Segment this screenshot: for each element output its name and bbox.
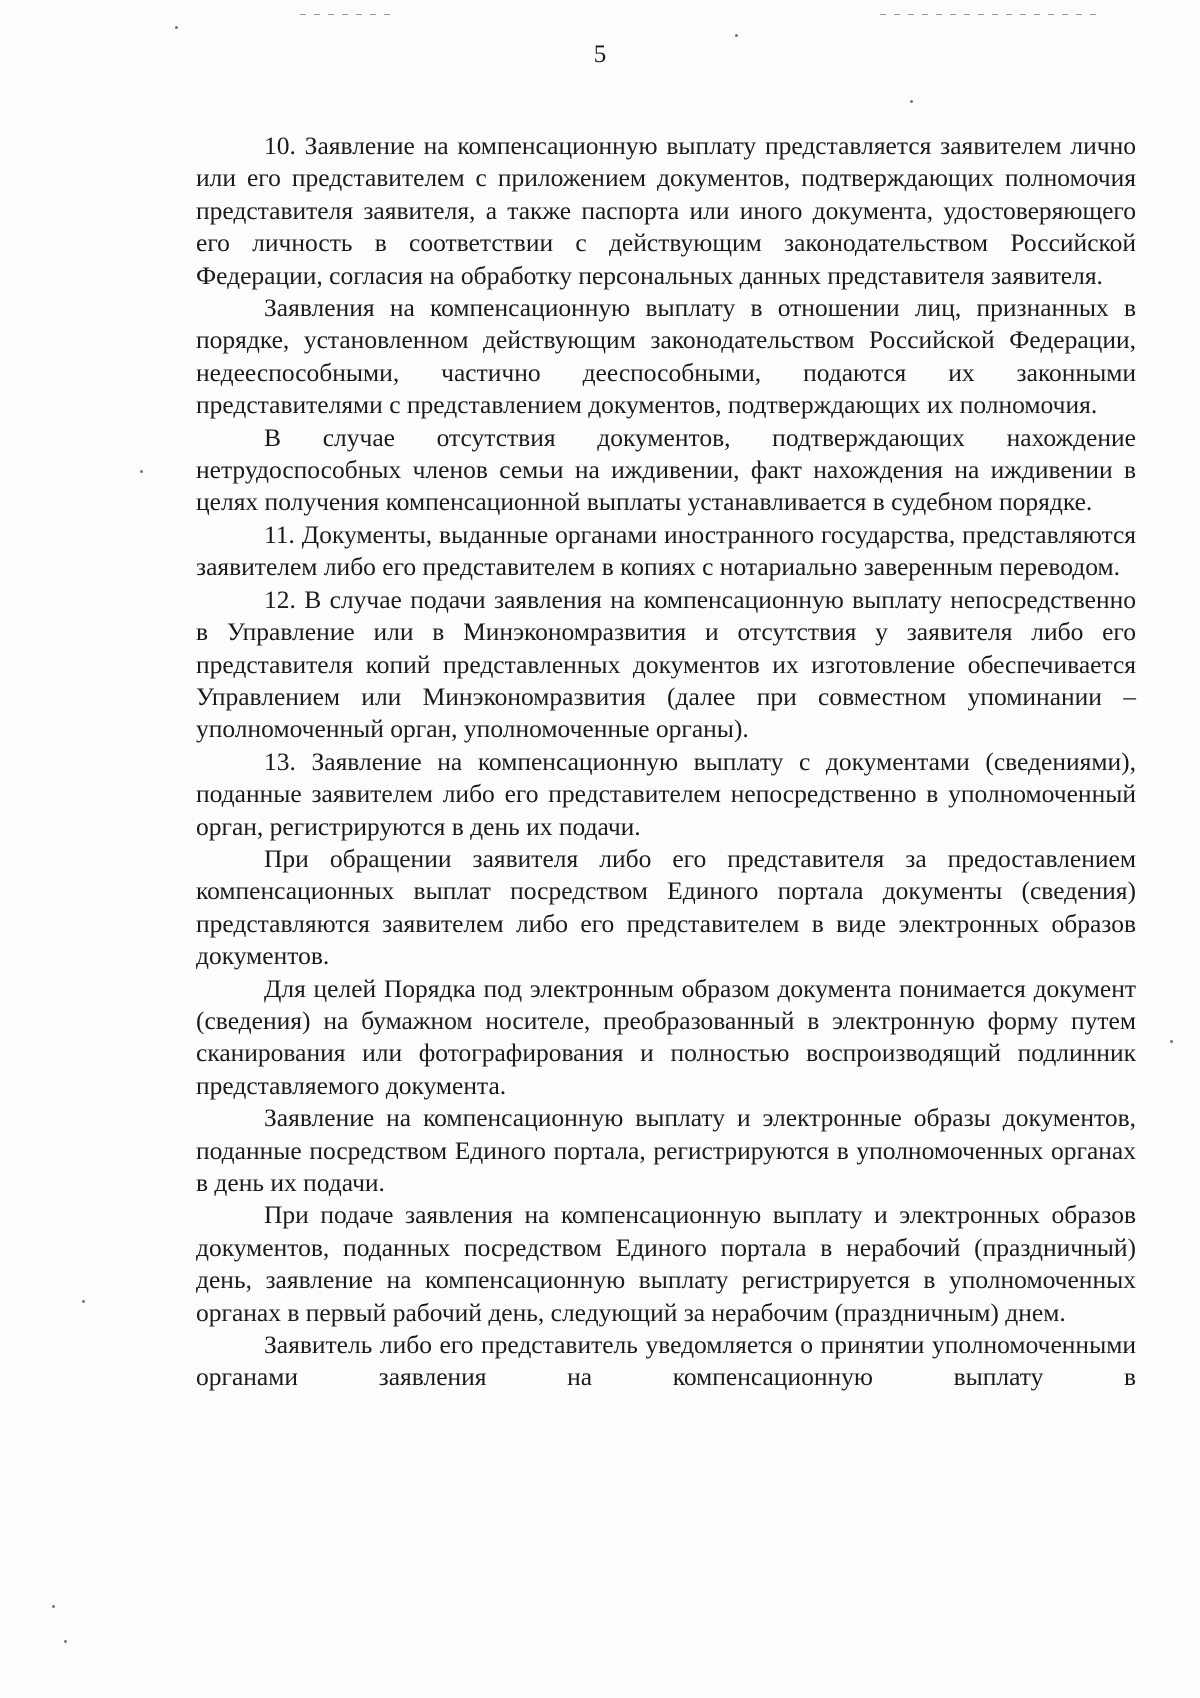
scan-artifact-line bbox=[880, 14, 1100, 15]
scan-artifact-line bbox=[300, 14, 390, 15]
scan-speck bbox=[64, 1640, 67, 1643]
page-number: 5 bbox=[593, 41, 607, 68]
paragraph-non-working-day: При подаче заявления на компенсационную выплату и электронных образов документов, поданных посредством Единого портала в нерабочий (праздничный) день, заявление на компенсационную выплату регистрируется в уполномоченных органах в первый рабочий день, следующий за нерабочим (праздничным) днем. bbox=[196, 1200, 1136, 1327]
paragraph-electronic-image-definition: Для целей Порядка под электронным образом документа понимается документ (сведения) на бумажном носителе, преобразованный в электронную форму путем сканирования или фотографирования и полностью воспроизводящий подлинник представляемого документа. bbox=[196, 973, 1136, 1100]
paragraph-registration: Заявление на компенсационную выплату и электронные образы документов, поданные посредством Единого портала, регистрируются в уполномоченных органах в день их подачи. bbox=[196, 1103, 1136, 1197]
paragraph-13: 13. Заявление на компенсационную выплату с документами (сведениями), поданные заявителем либо его представителем непосредственно в уполномоченный орган, регистрируются в день их подачи. bbox=[196, 746, 1136, 841]
paragraph-notification: Заявитель либо его представитель уведомляется о принятии уполномоченными органами заявления на компенсационную выплату в bbox=[196, 1330, 1136, 1392]
scan-speck bbox=[175, 26, 178, 29]
scan-speck bbox=[140, 470, 143, 473]
body-text bbox=[196, 130, 1136, 1394]
scan-speck bbox=[735, 34, 738, 37]
scan-speck bbox=[52, 1605, 55, 1608]
paragraph-legal-representatives: Заявления на компенсационную выплату в отношении лиц, признанных в порядке, установленном действующим законодательством Российской Федерации, недееспособными, частично дееспособными, подаются их законными представителями с представлением документов, подтверждающих их полномочия. bbox=[196, 293, 1136, 420]
paragraph-portal-submission: При обращении заявителя либо его представителя за предоставлением компенсационных выплат посредством Единого портала документы (сведения) представляются заявителем либо его представителем в виде электронных образов документов. bbox=[196, 843, 1136, 971]
paragraph-12: 12. В случае подачи заявления на компенсационную выплату непосредственно в Управление или в Минэкономразвития и отсутствия у заявителя либо его представителя копий представленных документов их изготовление обеспечивается Управлением или Минэкономразвития (далее при совместном упоминании – уполномоченный орган, уполномоченные органы). bbox=[196, 584, 1136, 744]
scan-speck bbox=[82, 1300, 85, 1303]
paragraph-10: 10. Заявление на компенсационную выплату представляется заявителем лично или его представителем с приложением документов, подтверждающих полномочия представителя заявителя, а также паспорта или иного документа, удостоверяющего его личность в соответствии с действующим законодательством Российской Федерации, согласия на обработку персональных данных представителя заявителя. bbox=[196, 131, 1136, 290]
paragraph-dependents: В случае отсутствия документов, подтверждающих нахождение нетрудоспособных членов семьи на иждивении, факт нахождения на иждивении в целях получения компенсационной выплаты устанавливается в судебном порядке. bbox=[196, 422, 1136, 517]
scan-speck bbox=[910, 100, 913, 103]
paragraph-11: 11. Документы, выданные органами иностранного государства, представляются заявителем либо его представителем в копиях с нотариально заверенным переводом. bbox=[196, 519, 1136, 582]
scan-speck bbox=[1170, 1040, 1173, 1043]
